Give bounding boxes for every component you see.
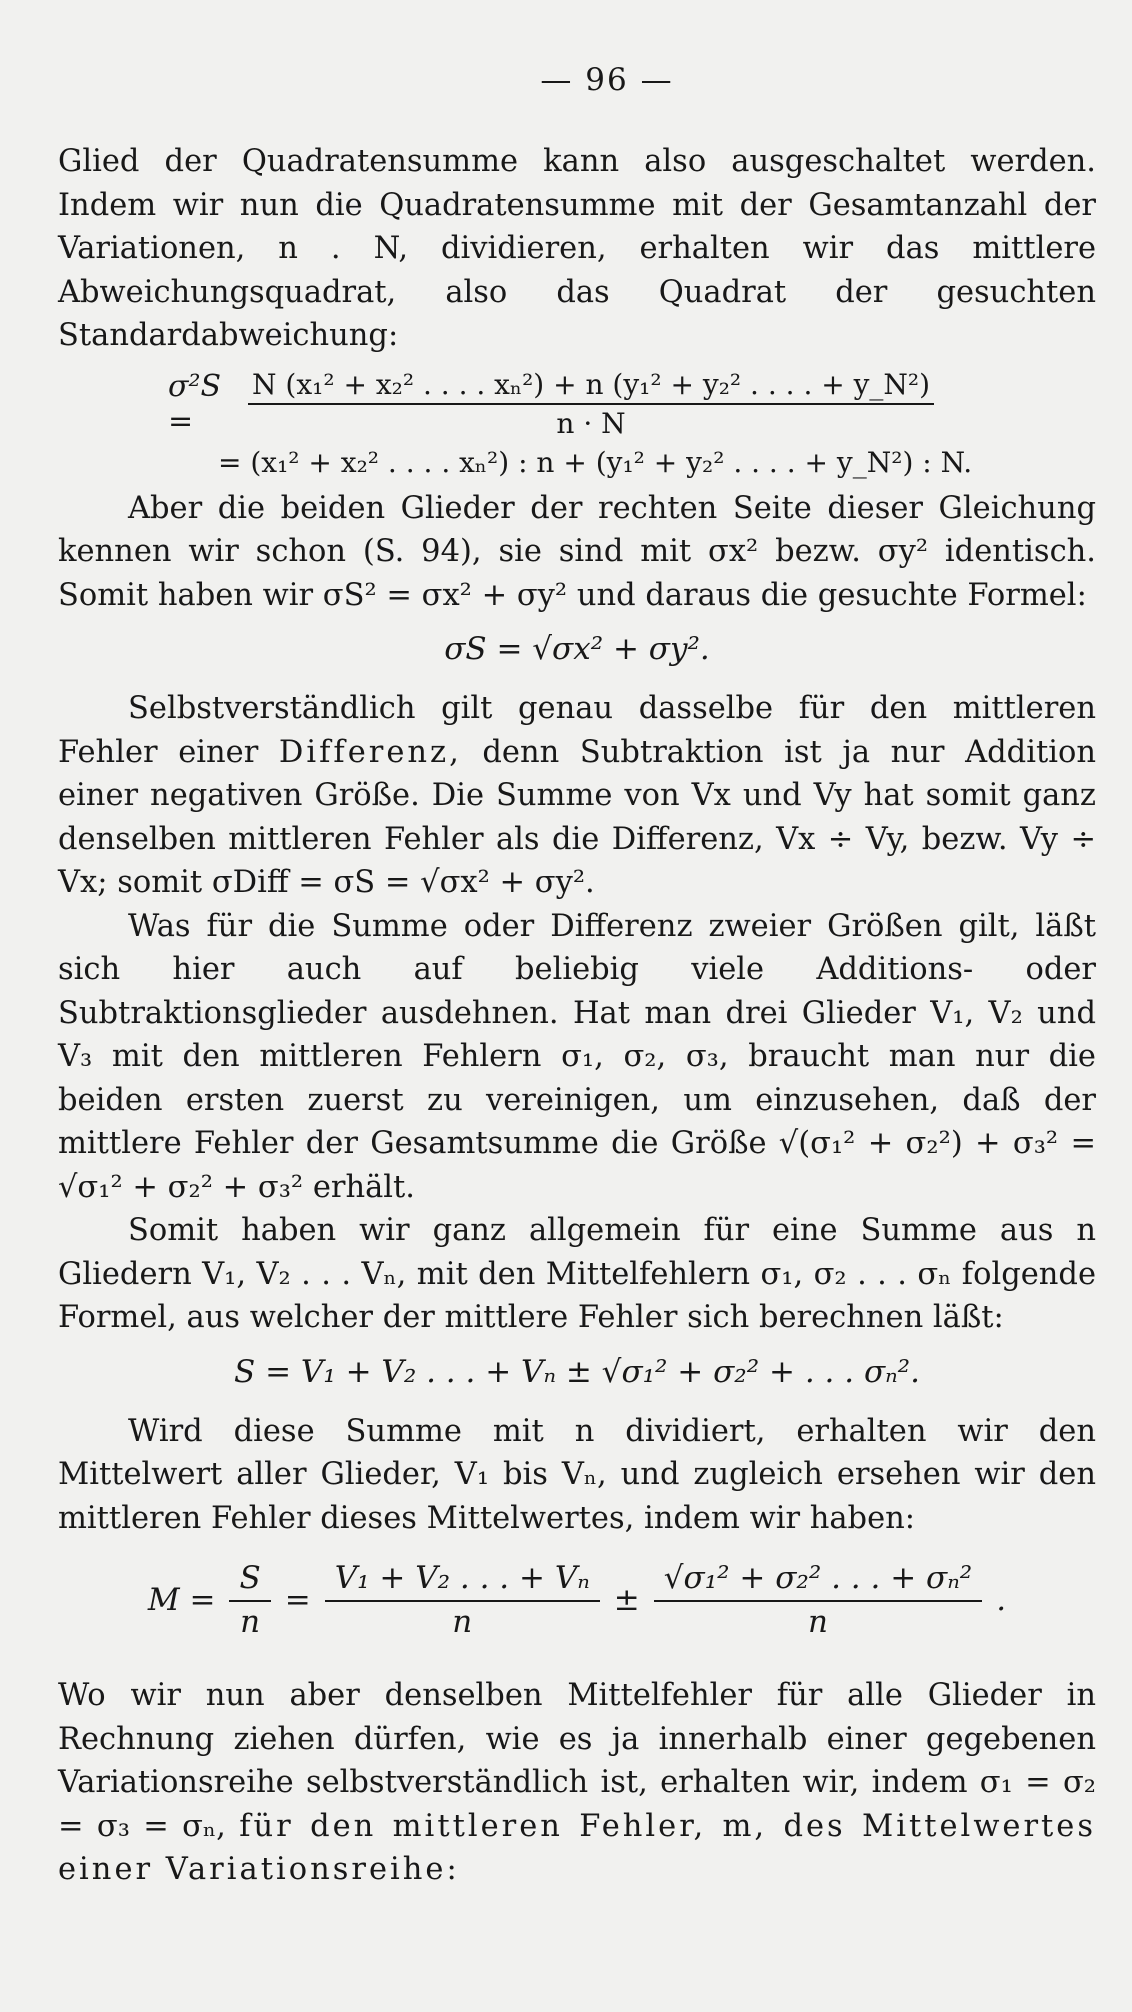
formula-numerator: N (x₁² + x₂² . . . . xₙ²) + n (y₁² + y₂² . . . . + y_N²) [248,368,934,405]
formula-sum-s: S = V₁ + V₂ . . . + Vₙ ± √σ₁² + σ₂² + . . . σₙ². [234,1353,920,1390]
paragraph-2: Aber die beiden Glieder der rechten Seite dieser Gleichung kennen wir schon (S. 94), sie sind mit σx² bezw. σy² identisch. Somit haben wir σS² = σx² + σy² und daraus die gesuchte Formel: [58,490,1096,613]
frac-2-numerator: V₁ + V₂ . . . + Vₙ [325,1560,600,1602]
formula-m-frac-1 [229,1560,270,1640]
paragraph-3 [58,687,1096,905]
formula-m-frac-2 [325,1560,600,1640]
paragraph-1: Glied der Quadratensumme kann also ausgeschaltet werden. Indem wir nun die Quadratensumme mit der Gesamtanzahl der Variationen, n . N, dividieren, erhalten wir das mittlere Abweichungsquadrat, also das Quadrat der gesuchten Standardabweichung: [58,144,1096,353]
formula-denominator: n · N [556,406,626,440]
formula-mean-m [58,1560,1096,1640]
paragraph-7-start: Wo wir nun aber denselben Mittelfehler für alle Glieder in Rechnung ziehen dürfen, wie es ja innerhalb einer gegebenen Variationsreihe selbstverständlich ist, erhalten wir, indem σ₁ = σ₂ = σ₃ = σₙ, [58,1678,1096,1844]
formula-fraction [248,368,934,440]
formula-m-frac-3 [654,1560,982,1640]
frac-1-numerator: S [229,1560,270,1602]
page-number: — 96 — [540,62,674,98]
emphasis-differenz: Differenz, [278,734,462,770]
frac-2-denominator: n [452,1604,473,1640]
paragraph-3-start: Selbstverständlich gilt genau dasselbe für den mittleren Fehler einer [58,691,1096,770]
formula-m-equals: = [284,1582,311,1618]
paragraph-7 [58,1674,1096,1892]
paragraph-4: Was für die Summe oder Differenz zweier Größen gilt, läßt sich hier auch auf beliebig viele Additions- oder Subtraktionsglieder ausdehnen. Hat man drei Glieder V₁, V₂ und V₃ mit den mittleren Fehlern σ₁, σ₂, σ₃, braucht man nur die beiden ersten zuerst zu vereinigen, um einzusehen, daß der mittlere Fehler der Gesamtsumme die Größe √(σ₁² + σ₂²) + σ₃² = √σ₁² + σ₂² + σ₃² erhält. [58,908,1096,1205]
formula-m-period: . [996,1582,1007,1618]
paragraph-6: Wird diese Summe mit n dividiert, erhalten wir den Mittelwert aller Glieder, V₁ bis Vₙ, und zugleich ersehen wir den mittleren Fehler dieses Mittelwertes, indem wir haben: [58,1413,1096,1536]
formula-m-lhs: M = [147,1582,216,1618]
frac-1-denominator: n [240,1604,261,1640]
formula-sigma-s-squared [168,368,1096,479]
formula-m-plus-minus: ± [613,1582,640,1618]
emphasis-mittleren-fehler: für den mittleren Fehler, m, des Mittelwertes einer Variationsreihe: [58,1808,1097,1887]
formula-sigma-s: σS = √σx² + σy². [444,631,710,667]
formula-line-2: = (x₁² + x₂² . . . . xₙ²) : n + (y₁² + y₂² . . . . + y_N²) : N. [218,445,973,479]
formula-lhs: σ²S = [168,368,222,439]
frac-3-denominator: n [808,1604,828,1640]
frac-3-numerator: √σ₁² + σ₂² . . . + σₙ² [654,1560,982,1602]
paragraph-5: Somit haben wir ganz allgemein für eine Summe aus n Gliedern V₁, V₂ . . . Vₙ, mit den Mittelfehlern σ₁, σ₂ . . . σₙ folgende Formel, aus welcher der mittlere Fehler sich berechnen läßt: [58,1213,1096,1335]
paragraph-3-rest: denn Subtraktion ist ja nur Addition einer negativen Größe. Die Summe von Vx und Vy hat somit ganz denselben mittleren Fehler als die Differenz, Vx ÷ Vy, bezw. Vy ÷ Vx; somit σDiff = σS = √σx² + σy². [58,734,1096,900]
